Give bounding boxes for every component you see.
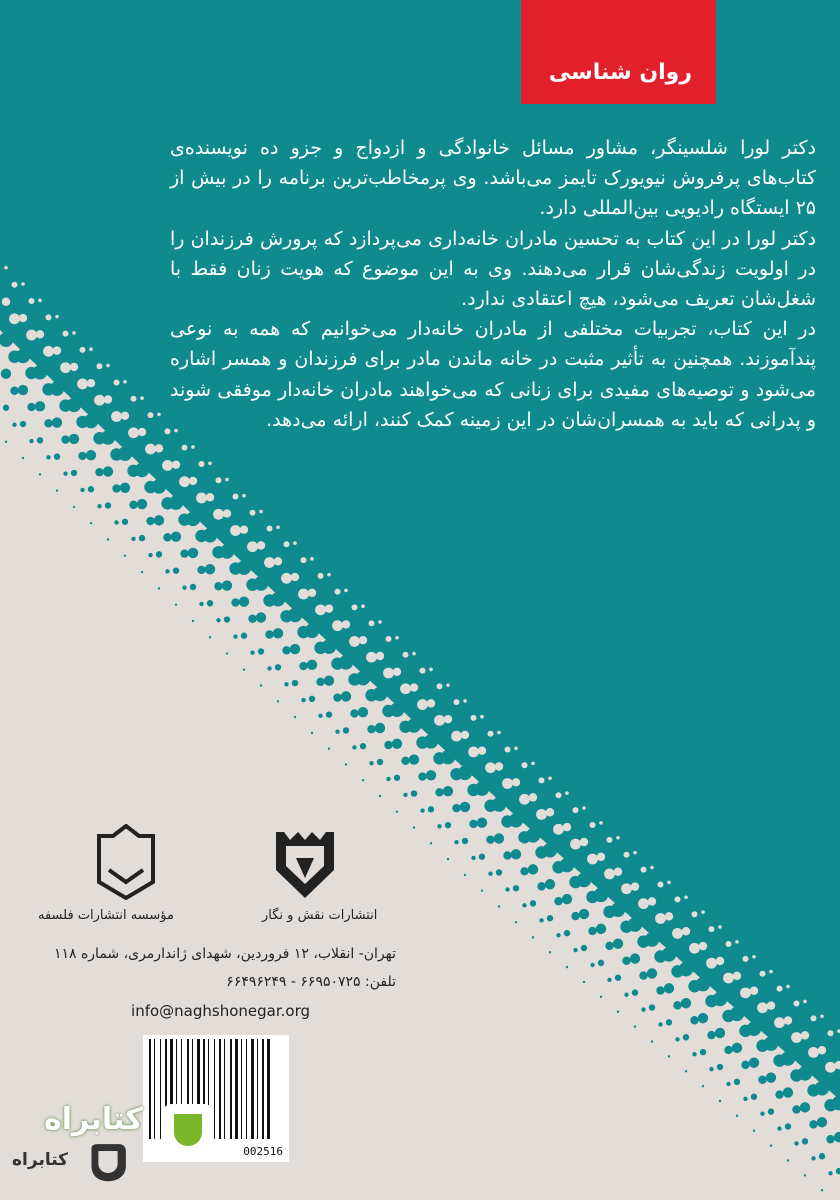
ketabrah-watermark-text: کتابراه [44, 1102, 143, 1137]
barcode-number: 002516 [243, 1145, 283, 1158]
ketabrah-small-watermark-text: کتابراه [12, 1150, 69, 1170]
naghsh-negar-logo-icon [272, 826, 338, 900]
book-description [170, 133, 816, 435]
ketabrah-small-logo-icon [86, 1140, 130, 1184]
falsafeh-logo-icon [95, 824, 157, 900]
ketabrah-logo-icon [156, 1098, 220, 1162]
publisher-address: تهران- انقلاب، ۱۲ فروردین، شهدای ژاندارمری، شماره ۱۱۸ [53, 946, 396, 962]
publisher-phone: تلفن: ۶۶۹۵۰۷۲۵ - ۶۶۴۹۶۲۴۹ [226, 974, 396, 990]
falsafeh-publisher-name: مؤسسه انتشارات فلسفه [38, 908, 174, 923]
description-paragraph: در این کتاب، تجربیات مختلفی از مادران خانه‌دار می‌خوانیم که همه به نوعی پندآموزند. همچنین به تأثیر مثبت در خانه ماندن مادر برای فرزندان و همسر اشاره می‌شود و توصیه‌های مفیدی برای زنانی که می‌خواهند مادران خانه‌دار موفقی شوند و پدرانی که باید به همسران‌شان در این زمینه کمک کنند، ارائه می‌دهد. [170, 318, 816, 431]
publisher-email: info@naghshonegar.org [131, 1002, 310, 1020]
description-paragraph: دکتر لورا در این کتاب به تحسین مادران خانه‌داری می‌پردازد که پرورش فرزندان را در اولویت زندگی‌شان قرار می‌دهند. وی به این موضوع که هویت زنان فقط با شغل‌شان تعریف می‌شود، هیچ اعتقادی ندارد. [170, 227, 816, 311]
description-paragraph: دکتر لورا شلسینگر، مشاور مسائل خانوادگی و ازدواج و جزو ده نویسنده‌ی کتاب‌های پرفروش نیویورک تایمز می‌باشد. وی پرمخاطب‌ترین برنامه را در بیش از ۲۵ ایستگاه رادیویی بین‌المللی دارد. [170, 137, 816, 220]
category-tag [521, 0, 716, 104]
ketabrah-watermark-small [8, 1138, 132, 1188]
naghsh-negar-publisher-name: انتشارات نقش و نگار [262, 908, 378, 923]
category-label: روان شناسی [548, 60, 692, 85]
